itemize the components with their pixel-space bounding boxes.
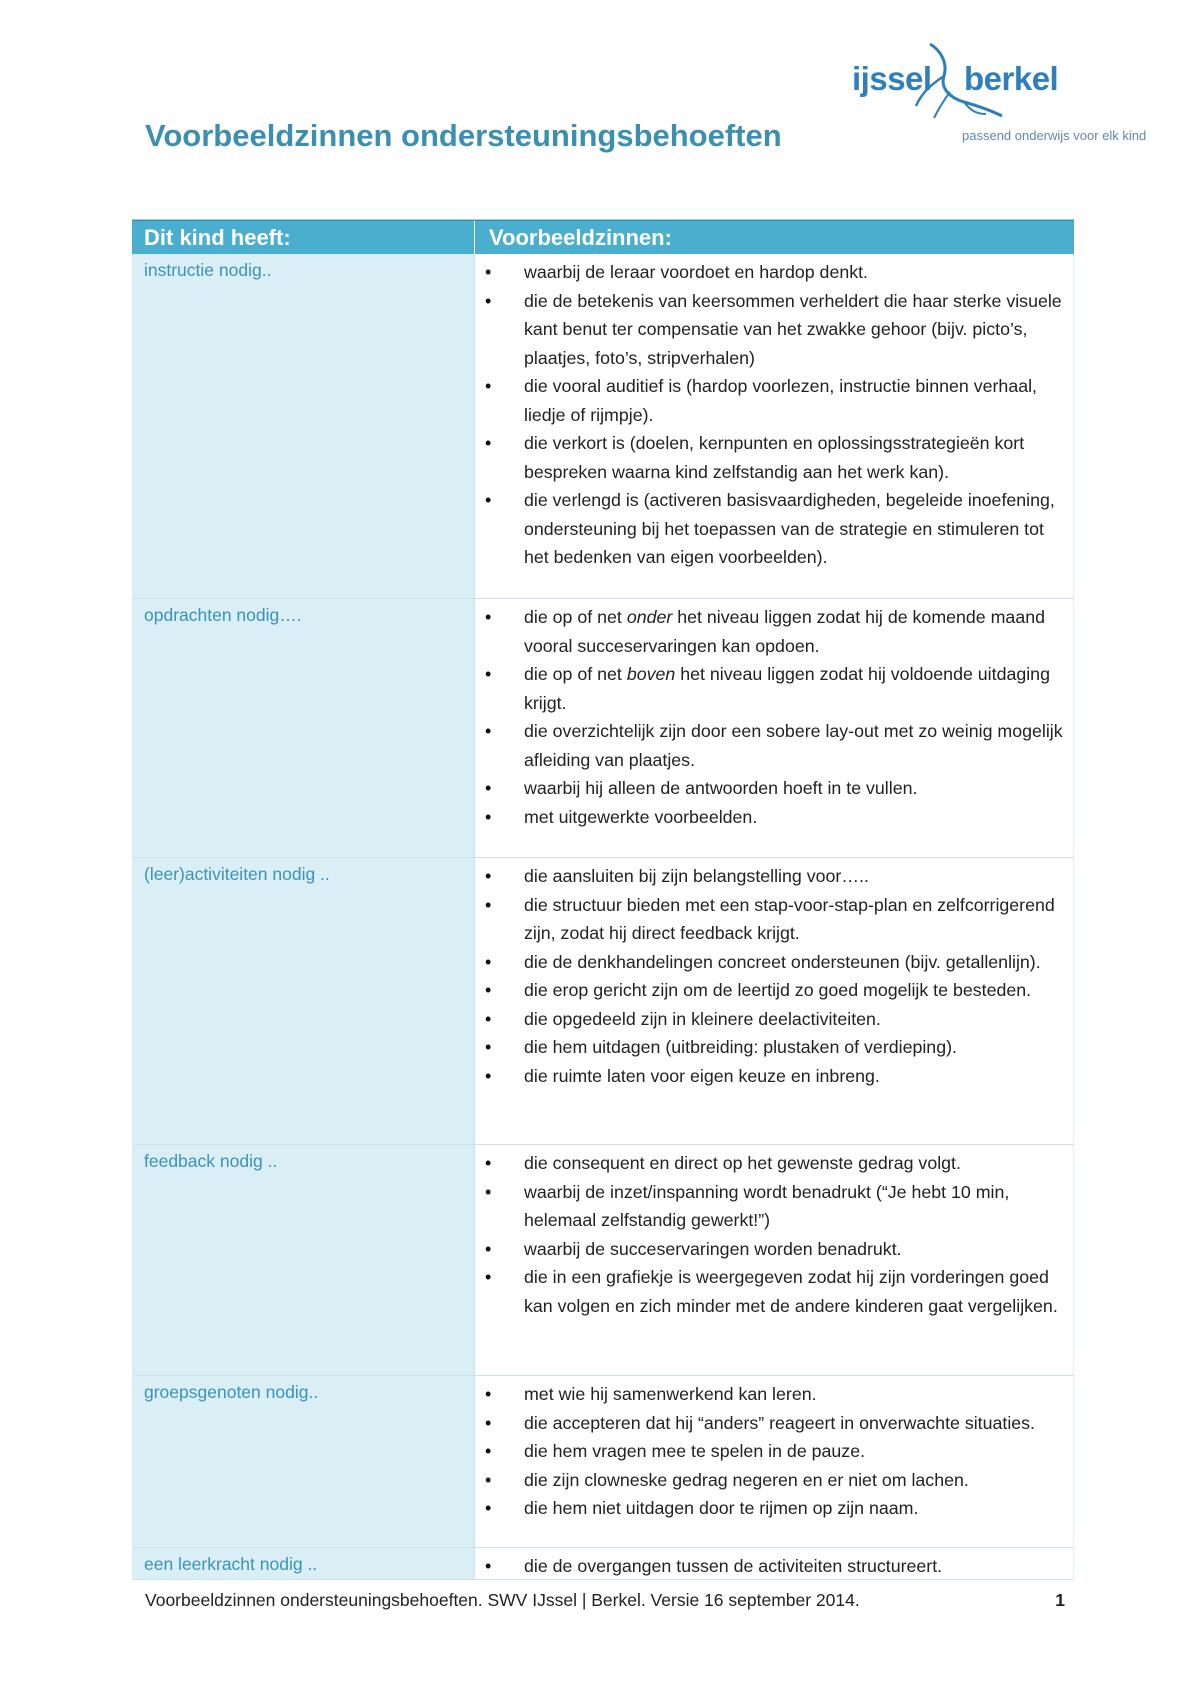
- page-number: 1: [1055, 1590, 1065, 1610]
- logo-right-word: berkel: [964, 60, 1059, 97]
- row-label: feedback nodig ..: [132, 1145, 475, 1375]
- list-item: • die erop gericht zijn om de leertijd zo goed mogelijk te besteden.: [475, 976, 1073, 1005]
- list-item: • die hem vragen mee te spelen in de pauze.: [475, 1437, 1073, 1466]
- list-item: • met wie hij samenwerkend kan leren.: [475, 1380, 1073, 1409]
- row-label: opdrachten nodig….: [132, 599, 475, 857]
- footer-text: Voorbeeldzinnen ondersteuningsbehoeften. SWV IJssel | Berkel. Versie 16 september 2014.: [145, 1590, 860, 1610]
- logo: [852, 40, 1172, 150]
- list-item: • die zijn clowneske gedrag negeren en er niet om lachen.: [475, 1466, 1073, 1495]
- needs-table: [132, 219, 1074, 1580]
- list-item: • die verlengd is (activeren basisvaardigheden, begeleide inoefening, ondersteuning bij het toepassen van de strategie en stimuleren tot het bedenken van eigen voorbeelden).: [475, 486, 1073, 572]
- list-item: • die verkort is (doelen, kernpunten en oplossingsstrategieën kort bespreken waarna kind zelfstandig aan het werk kan).: [475, 429, 1073, 486]
- list-item: • die in een grafiekje is weergegeven zodat hij zijn vorderingen goed kan volgen en zich minder met de andere kinderen gaat vergelijken.: [475, 1263, 1073, 1320]
- header-cell-need: Dit kind heeft:: [132, 221, 475, 254]
- row-label: groepsgenoten nodig..: [132, 1376, 475, 1547]
- list-item: • die overzichtelijk zijn door een sobere lay-out met zo weinig mogelijk afleiding van plaatjes.: [475, 717, 1073, 774]
- table-row: [132, 1548, 1074, 1580]
- list-item: • die op of net boven het niveau liggen zodat hij voldoende uitdaging krijgt.: [475, 660, 1073, 717]
- sentence-list: [475, 1149, 1073, 1320]
- table-header: [132, 220, 1074, 254]
- list-item: • die op of net onder het niveau liggen zodat hij de komende maand vooral succeservaringen kan opdoen.: [475, 603, 1073, 660]
- sentence-list: [475, 603, 1073, 831]
- row-label: instructie nodig..: [132, 254, 475, 598]
- logo-left-word: ijssel: [852, 60, 932, 97]
- emphasis: boven: [626, 664, 676, 684]
- row-label: een leerkracht nodig ..: [132, 1548, 475, 1579]
- sentence-list: [475, 258, 1073, 572]
- list-item: • die structuur bieden met een stap-voor-stap-plan en zelfcorrigerend zijn, zodat hij direct feedback krijgt.: [475, 891, 1073, 948]
- list-item: • waarbij de leraar voordoet en hardop denkt.: [475, 258, 1073, 287]
- list-item: • die accepteren dat hij “anders” reageert in onverwachte situaties.: [475, 1409, 1073, 1438]
- list-item: • waarbij de succeservaringen worden benadrukt.: [475, 1235, 1073, 1264]
- page-title: Voorbeeldzinnen ondersteuningsbehoeften: [145, 118, 782, 153]
- list-item: • die de denkhandelingen concreet ondersteunen (bijv. getallenlijn).: [475, 948, 1073, 977]
- list-item: • die opgedeeld zijn in kleinere deelactiviteiten.: [475, 1005, 1073, 1034]
- page-footer: [145, 1590, 1065, 1611]
- table-row: [132, 599, 1074, 858]
- list-item: • waarbij hij alleen de antwoorden hoeft in te vullen.: [475, 774, 1073, 803]
- table-row: [132, 1145, 1074, 1376]
- logo-tagline: passend onderwijs voor elk kind: [962, 128, 1147, 143]
- list-item: • die de betekenis van keersommen verheldert die haar sterke visuele kant benut ter compensatie van het zwakke gehoor (bijv. picto’s, plaatjes, foto’s, stripverhalen): [475, 287, 1073, 373]
- table-row: [132, 254, 1074, 599]
- list-item: • die vooral auditief is (hardop voorlezen, instructie binnen verhaal, liedje of rijmpje).: [475, 372, 1073, 429]
- emphasis: onder: [626, 607, 673, 627]
- list-item: • waarbij de inzet/inspanning wordt benadrukt (“Je hebt 10 min, helemaal zelfstandig gewerkt!”): [475, 1178, 1073, 1235]
- table-row: [132, 1376, 1074, 1548]
- list-item: • die de overgangen tussen de activiteiten structureert.: [475, 1552, 1073, 1581]
- header-cell-sentences: Voorbeeldzinnen:: [489, 225, 672, 250]
- list-item: • met uitgewerkte voorbeelden.: [475, 803, 1073, 832]
- table-row: [132, 858, 1074, 1145]
- sentence-list: [475, 1552, 1073, 1581]
- list-item: • die hem niet uitdagen door te rijmen op zijn naam.: [475, 1494, 1073, 1523]
- row-label: (leer)activiteiten nodig ..: [132, 858, 475, 1144]
- list-item: • die ruimte laten voor eigen keuze en inbreng.: [475, 1062, 1073, 1091]
- list-item: • die aansluiten bij zijn belangstelling voor…..: [475, 862, 1073, 891]
- sentence-list: [475, 1380, 1073, 1523]
- list-item: • die hem uitdagen (uitbreiding: plustaken of verdieping).: [475, 1033, 1073, 1062]
- list-item: • die consequent en direct op het gewenste gedrag volgt.: [475, 1149, 1073, 1178]
- sentence-list: [475, 862, 1073, 1090]
